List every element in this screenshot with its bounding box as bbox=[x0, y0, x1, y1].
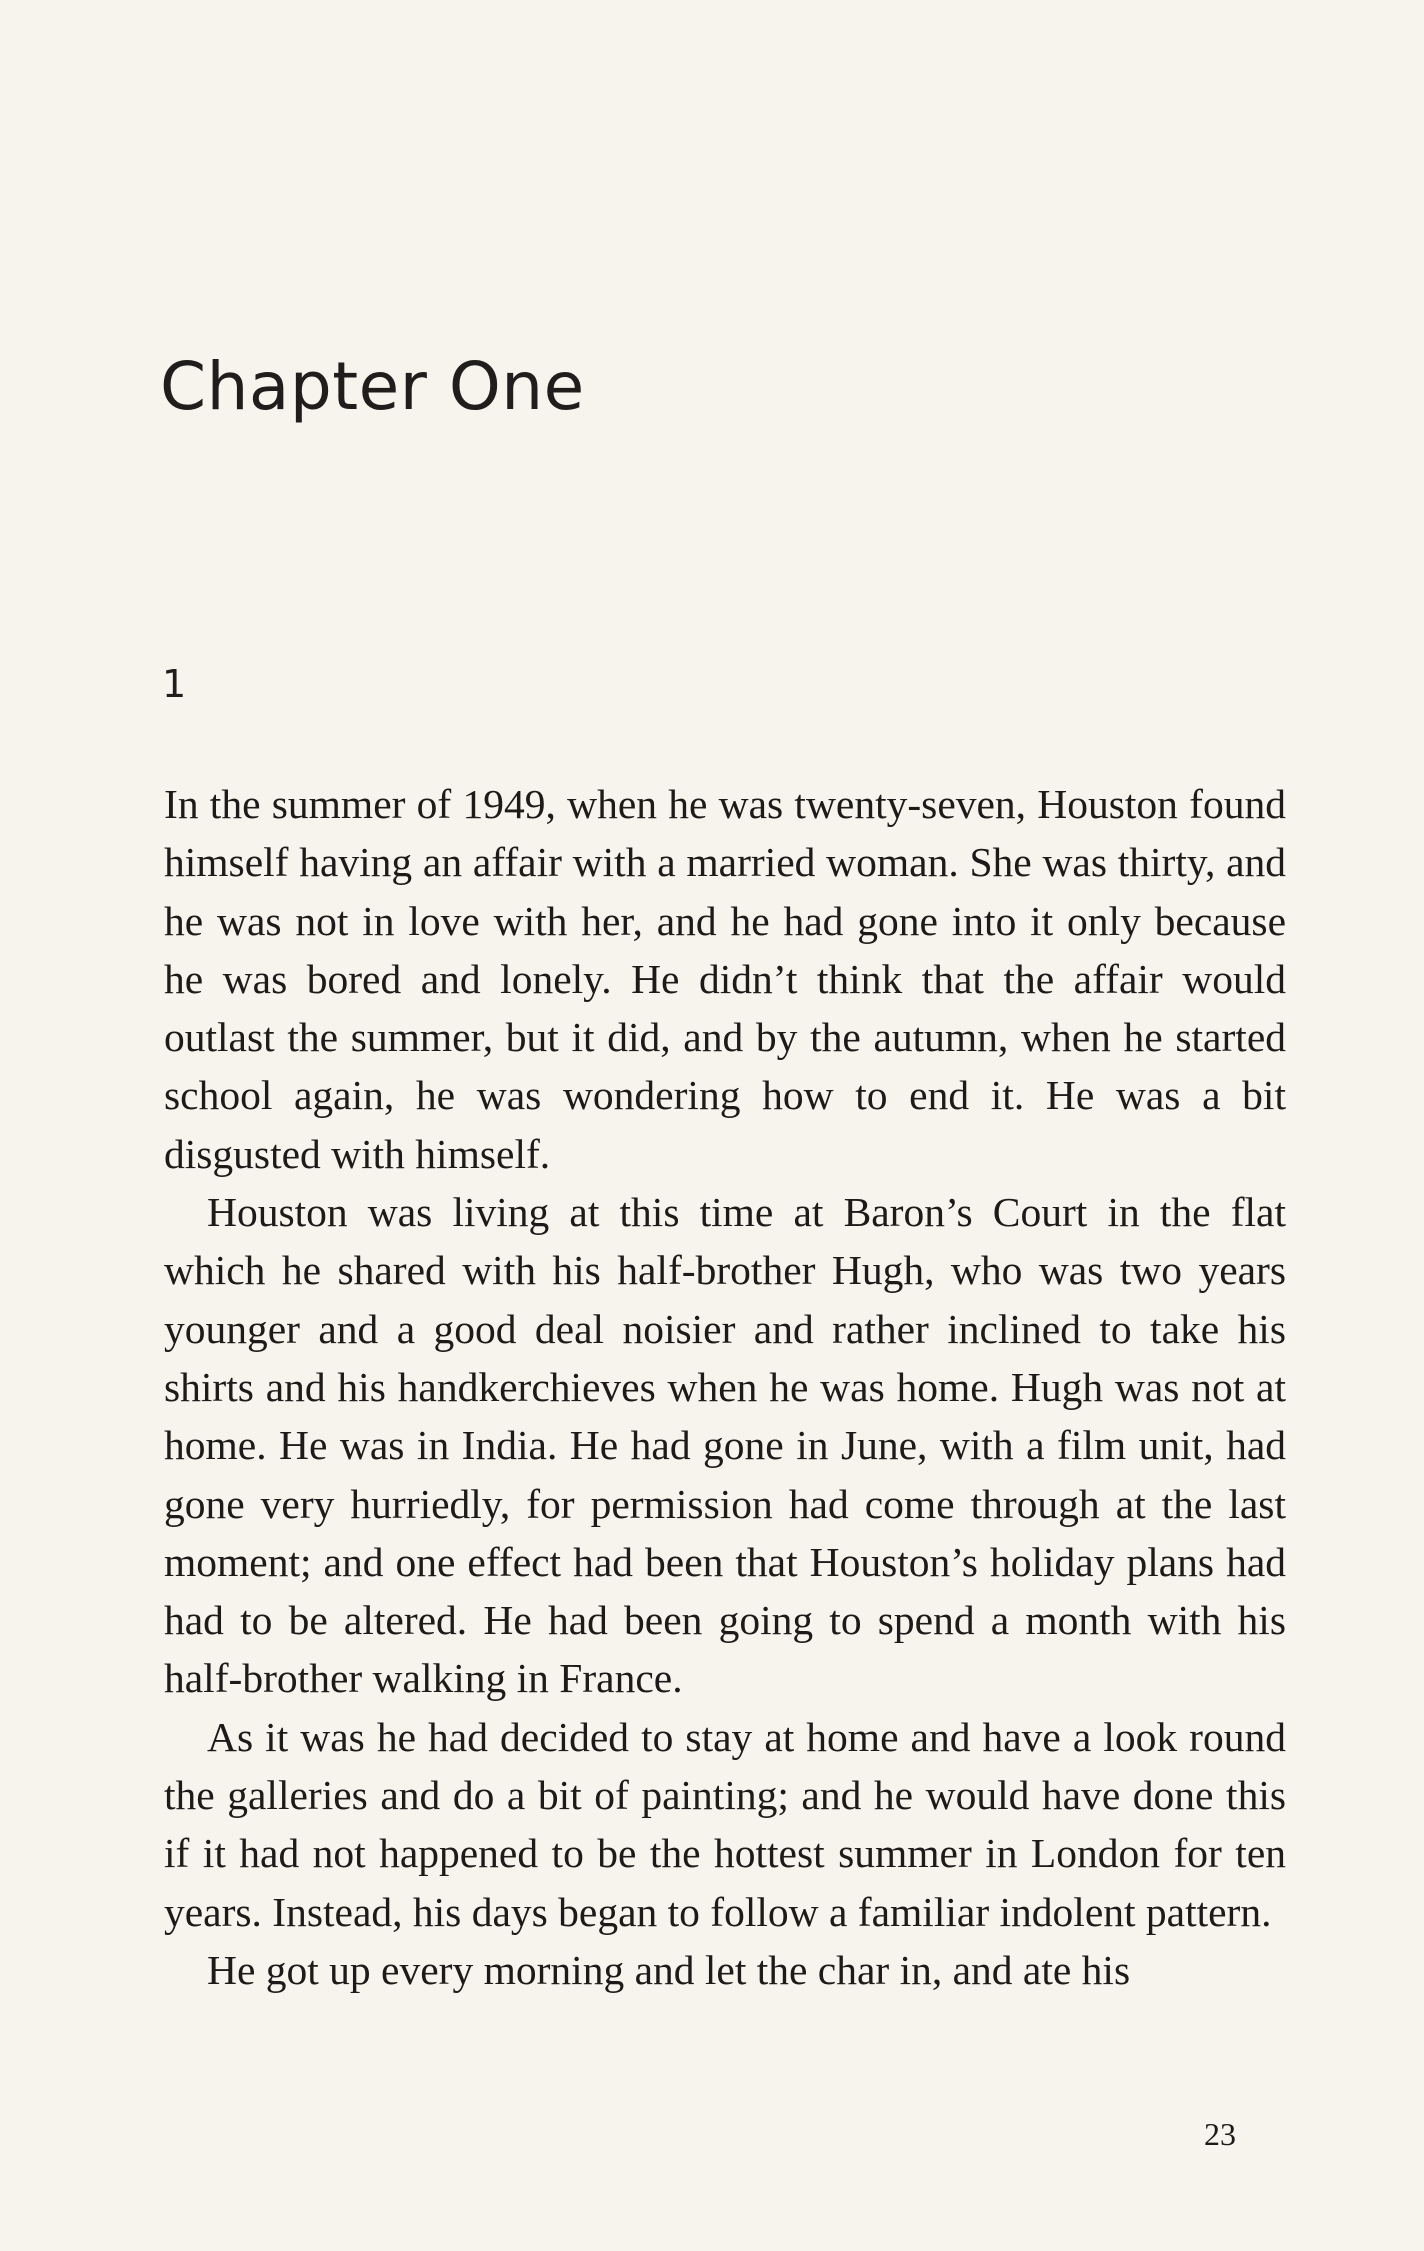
paragraph-3: As it was he had decided to stay at home and have a look round the galleries and do a bit of painting; and he would have done this if it had not happened to be the hottest summer in London for ten years. Instead, his days began to follow a familiar indolent pattern. bbox=[164, 1713, 1286, 1935]
body-text bbox=[164, 775, 1286, 1999]
paragraph-4: He got up every morning and let the char in, and ate his bbox=[207, 1946, 1131, 1993]
chapter-title: Chapter One bbox=[160, 348, 585, 425]
page-number: 23 bbox=[1204, 2116, 1236, 2152]
section-number: 1 bbox=[162, 662, 187, 706]
paragraph-2: Houston was living at this time at Baron’s Court in the flat which he shared with his half-brother Hugh, who was two years younger and a good deal noisier and rather inclined to take his shirts and his handkerchieves when he was home. Hugh was not at home. He was in India. He had gone in June, with a film unit, had gone very hurriedly, for permission had come through at the last moment; and one effect had been that Houston’s holiday plans had had to be altered. He had been going to spend a month with his half-brother walking in France. bbox=[164, 1189, 1286, 1702]
paragraph-1: In the summer of 1949, when he was twenty-seven, Houston found himself having an affair with a married woman. She was thirty, and he was not in love with her, and he had gone into it only because he was bored and lonely. He didn’t think that the affair would outlast the summer, but it did, and by the autumn, when he started school again, he was wondering how to end it. He was a bit disgusted with himself. bbox=[164, 781, 1286, 1177]
